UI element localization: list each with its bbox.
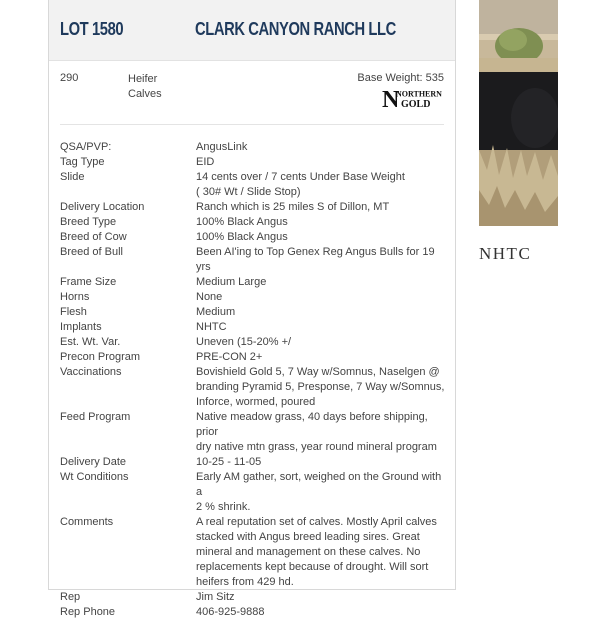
- detail-value-line: 10-25 - 11-05: [196, 456, 262, 468]
- detail-value-line: A real reputation set of calves. Mostly April calves: [196, 516, 437, 528]
- detail-value: [196, 275, 446, 290]
- detail-value-line: Early AM gather, sort, weighed on the Ground with a: [196, 471, 442, 498]
- detail-label: Delivery Location: [60, 201, 145, 213]
- detail-value: [196, 605, 446, 620]
- detail-label: QSA/PVP:: [60, 141, 112, 153]
- detail-row: [60, 290, 450, 305]
- detail-label: Rep: [60, 591, 81, 603]
- lot-header: [49, 0, 455, 61]
- detail-row: [60, 245, 450, 275]
- detail-value-line: Been AI'ing to Top Genex Reg Angus Bulls for 19 yrs: [196, 246, 435, 273]
- detail-label: Breed Type: [60, 216, 117, 228]
- detail-value: [196, 245, 446, 275]
- base-weight: Base Weight: 535: [357, 72, 444, 84]
- detail-label: Frame Size: [60, 276, 117, 288]
- detail-row: [60, 470, 450, 515]
- detail-label: Tag Type: [60, 156, 105, 168]
- lot-details: [60, 140, 450, 620]
- detail-label: Rep Phone: [60, 606, 116, 618]
- detail-value: [196, 305, 446, 320]
- detail-value-line: branding Pyramid 5, Presponse, 7 Way w/Somnus,: [196, 381, 445, 393]
- detail-value-line: dry native mtn grass, year round mineral program: [196, 441, 437, 453]
- cattle-type-line-1: Heifer: [128, 73, 158, 85]
- detail-value-line: ( 30# Wt / Slide Stop): [196, 186, 301, 198]
- detail-value-line: Inforce, wormed, poured: [196, 396, 316, 408]
- detail-value-line: 2 % shrink.: [196, 501, 251, 513]
- northern-gold-logo: [382, 88, 444, 110]
- summary-divider: [60, 124, 444, 125]
- detail-value-line: replacements kept because of drought. Will sort: [196, 561, 429, 573]
- detail-value: [196, 470, 446, 515]
- detail-value-line: 406-925-9888: [196, 606, 265, 618]
- detail-value-line: AngusLink: [196, 141, 248, 153]
- detail-value: [196, 290, 446, 305]
- ranch-name: CLARK CANYON RANCH LLC: [195, 19, 396, 39]
- detail-value-line: mineral and management on these calves. No: [196, 546, 421, 558]
- detail-label: Est. Wt. Var.: [60, 336, 121, 348]
- detail-value-line: stacked with Angus breed leading sires. Great: [196, 531, 420, 543]
- head-count: 290: [60, 72, 79, 84]
- detail-value-line: heifers from 429 hd.: [196, 576, 294, 588]
- logo-word-bottom: GOLD: [401, 99, 431, 110]
- detail-row: [60, 230, 450, 245]
- detail-row: [60, 320, 450, 335]
- detail-row: [60, 200, 450, 215]
- detail-label: Slide: [60, 171, 85, 183]
- detail-row: [60, 455, 450, 470]
- detail-row: [60, 605, 450, 620]
- detail-value: [196, 365, 446, 410]
- detail-value: [196, 410, 446, 455]
- detail-value-line: Native meadow grass, 40 days before shipping, prior: [196, 411, 428, 438]
- detail-value-line: Medium: [196, 306, 236, 318]
- detail-value: [196, 155, 446, 170]
- detail-row: [60, 350, 450, 365]
- detail-value: [196, 320, 446, 335]
- logo-word-top: NORTHERN: [396, 89, 442, 99]
- detail-label: Wt Conditions: [60, 471, 129, 483]
- detail-row: [60, 215, 450, 230]
- detail-value-line: Jim Sitz: [196, 591, 235, 603]
- detail-label: Horns: [60, 291, 90, 303]
- detail-value: [196, 590, 446, 605]
- detail-label: Breed of Bull: [60, 246, 123, 258]
- detail-value: [196, 200, 446, 215]
- detail-value-line: Bovishield Gold 5, 7 Way w/Somnus, Naselgen @: [196, 366, 440, 378]
- detail-row: [60, 155, 450, 170]
- detail-value-line: EID: [196, 156, 215, 168]
- detail-row: [60, 590, 450, 605]
- cattle-type-line-2: Calves: [128, 88, 162, 100]
- cattle-type: [128, 72, 188, 102]
- detail-label: Implants: [60, 321, 102, 333]
- lot-summary: [49, 60, 455, 124]
- detail-label: Precon Program: [60, 351, 141, 363]
- detail-label: Feed Program: [60, 411, 131, 423]
- detail-value: [196, 455, 446, 470]
- detail-row: [60, 410, 450, 455]
- detail-value-line: 100% Black Angus: [196, 216, 288, 228]
- detail-value-line: Uneven (15-20% +/: [196, 336, 292, 348]
- detail-row: [60, 170, 450, 200]
- detail-row: [60, 335, 450, 350]
- detail-value-line: 100% Black Angus: [196, 231, 288, 243]
- detail-value-line: None: [196, 291, 223, 303]
- detail-value: [196, 335, 446, 350]
- detail-value: [196, 215, 446, 230]
- cattle-photo: [479, 0, 558, 226]
- detail-label: Delivery Date: [60, 456, 127, 468]
- detail-value: [196, 350, 446, 365]
- detail-value-line: PRE-CON 2+: [196, 351, 263, 363]
- detail-value-line: Ranch which is 25 miles S of Dillon, MT: [196, 201, 390, 213]
- detail-row: [60, 275, 450, 290]
- detail-label: Breed of Cow: [60, 231, 127, 243]
- photo-caption: NHTC: [479, 244, 532, 263]
- detail-label: Comments: [60, 516, 114, 528]
- detail-value-line: 14 cents over / 7 cents Under Base Weight: [196, 171, 405, 183]
- lot-card: [48, 0, 456, 618]
- detail-row: [60, 365, 450, 410]
- detail-row: [60, 140, 450, 155]
- detail-value: [196, 515, 446, 590]
- detail-value: [196, 140, 446, 155]
- detail-row: [60, 515, 450, 590]
- detail-row: [60, 305, 450, 320]
- detail-label: Vaccinations: [60, 366, 122, 378]
- svg-text:N: N: [382, 88, 400, 110]
- detail-value-line: NHTC: [196, 321, 227, 333]
- lot-number: LOT 1580: [60, 19, 124, 39]
- detail-value-line: Medium Large: [196, 276, 267, 288]
- detail-value: [196, 230, 446, 245]
- detail-value: [196, 170, 446, 200]
- detail-label: Flesh: [60, 306, 87, 318]
